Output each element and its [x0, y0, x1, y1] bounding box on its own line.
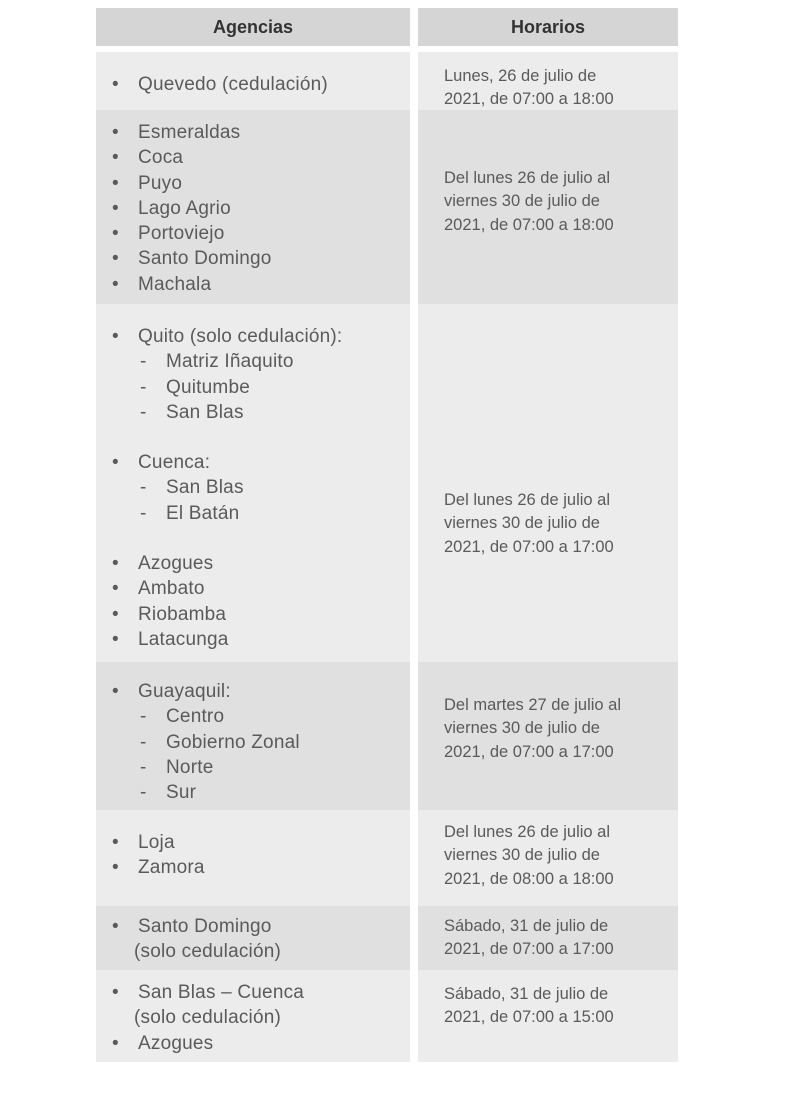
- sub-item: [96, 755, 300, 780]
- bullet-icon: •: [112, 273, 119, 295]
- agency-list: [96, 120, 272, 297]
- schedule-line: Sábado, 31 de julio de: [444, 917, 609, 935]
- schedule-text: [444, 821, 672, 891]
- list-item: [96, 324, 342, 349]
- horario-cell: [418, 906, 678, 970]
- sub-item: [96, 704, 300, 729]
- bullet-icon: •: [112, 248, 119, 270]
- agency-name: Cuenca:: [138, 452, 211, 474]
- table-row: [96, 52, 678, 110]
- list-item: [96, 221, 272, 246]
- agency-name: Zamora: [138, 857, 205, 879]
- dash-icon: -: [140, 706, 147, 728]
- schedule-line: viernes 30 de julio de: [444, 514, 600, 533]
- list-item: [96, 72, 328, 97]
- bullet-icon: •: [112, 197, 119, 219]
- agency-name: San Blas – Cuenca: [138, 982, 305, 1003]
- schedule-text: [444, 65, 672, 112]
- list-item: [96, 551, 342, 576]
- schedule-line: Del martes 27 de julio al: [444, 696, 622, 714]
- horario-cell: [418, 810, 678, 906]
- agency-name: Riobamba: [138, 603, 227, 625]
- horario-cell: [418, 52, 678, 110]
- agencias-cell: [96, 970, 410, 1062]
- agency-list: [96, 830, 205, 881]
- agencias-cell: [96, 52, 410, 110]
- schedule-line: 2021, de 07:00 a 17:00: [444, 742, 614, 761]
- schedule-text: [444, 915, 672, 962]
- header-horarios: Horarios: [418, 8, 678, 46]
- list-item: [96, 602, 342, 627]
- agencias-cell: [96, 110, 410, 304]
- horario-cell: [418, 110, 678, 304]
- spacer: [96, 526, 342, 551]
- dash-icon: -: [140, 477, 147, 499]
- bullet-icon: •: [112, 122, 119, 143]
- agency-list: [96, 914, 281, 965]
- schedule-line: 2021, de 07:00 a 15:00: [444, 1008, 614, 1027]
- agency-name: Portoviejo: [138, 223, 225, 245]
- bullet-icon: •: [112, 857, 119, 879]
- agency-name: Ambato: [138, 578, 205, 600]
- table-row: [96, 970, 678, 1062]
- horario-cell: [418, 662, 678, 810]
- list-item: [96, 576, 342, 601]
- agency-name: Quito (solo cedulación):: [138, 326, 343, 347]
- schedule-line: Sábado, 31 de julio de: [444, 985, 609, 1003]
- bullet-icon: •: [112, 172, 119, 194]
- sub-agency-name: Gobierno Zonal: [166, 731, 300, 753]
- bullet-icon: •: [112, 628, 119, 650]
- agency-name: Latacunga: [138, 628, 229, 650]
- bullet-icon: •: [112, 553, 119, 575]
- sub-item: [96, 349, 342, 374]
- agency-name: Puyo: [138, 172, 183, 194]
- agency-name: Lago Agrio: [138, 197, 231, 219]
- spacer: [96, 425, 342, 450]
- bullet-icon: •: [112, 74, 119, 95]
- schedule-line: 2021, de 07:00 a 18:00: [444, 90, 614, 109]
- list-item: [96, 145, 272, 170]
- list-item: [96, 196, 272, 221]
- bullet-icon: •: [112, 603, 119, 625]
- agencias-cell: [96, 906, 410, 970]
- sub-item: [96, 780, 300, 805]
- schedule-text: [444, 694, 672, 764]
- sub-item: [96, 730, 300, 755]
- table-row: [96, 662, 678, 810]
- table-row: [96, 110, 678, 304]
- agency-name: Azogues: [138, 1032, 214, 1054]
- sub-item: [96, 501, 342, 526]
- list-item: [96, 679, 300, 704]
- agency-name: Machala: [138, 273, 212, 295]
- schedule-text: [444, 983, 672, 1030]
- agency-name: Santo Domingo: [138, 916, 272, 937]
- schedule-line: 2021, de 08:00 a 18:00: [444, 869, 614, 888]
- agency-list: [96, 72, 328, 97]
- list-item: [96, 120, 272, 145]
- table-row: [96, 304, 678, 662]
- sub-item: [96, 400, 342, 425]
- table-row: [96, 810, 678, 906]
- schedule-line: 2021, de 07:00 a 17:00: [444, 537, 614, 556]
- schedule-line: Del lunes 26 de julio al: [444, 491, 611, 509]
- bullet-icon: •: [112, 832, 119, 853]
- agency-name: Santo Domingo: [138, 248, 272, 270]
- schedule-line: viernes 30 de julio de: [444, 719, 600, 738]
- bullet-icon: •: [112, 578, 119, 600]
- agencias-cell: [96, 304, 410, 662]
- bullet-icon: •: [112, 1032, 119, 1054]
- agency-list: [96, 324, 342, 652]
- agency-list: [96, 679, 300, 805]
- list-item: [96, 246, 272, 271]
- agency-name: Esmeraldas: [138, 122, 241, 143]
- list-item: [96, 914, 281, 939]
- list-item: [96, 450, 342, 475]
- dash-icon: -: [140, 782, 147, 804]
- agency-name: Loja: [138, 832, 175, 853]
- agency-name: Quevedo (cedulación): [138, 74, 328, 95]
- schedule-text: [444, 167, 672, 237]
- sub-agency-name: San Blas: [166, 401, 244, 423]
- sub-agency-name: San Blas: [166, 477, 244, 499]
- agencias-cell: [96, 810, 410, 906]
- agency-note: (solo cedulación): [134, 941, 282, 963]
- schedule-line: 2021, de 07:00 a 18:00: [444, 215, 614, 234]
- list-item: [96, 980, 304, 1005]
- sub-agency-name: Sur: [166, 782, 197, 804]
- list-item: [96, 627, 342, 652]
- agency-name: Coca: [138, 147, 184, 169]
- agency-name: Guayaquil:: [138, 681, 231, 702]
- bullet-icon: •: [112, 681, 119, 702]
- list-item: [96, 1031, 304, 1056]
- dash-icon: -: [140, 376, 147, 398]
- dash-icon: -: [140, 756, 147, 778]
- agencias-cell: [96, 662, 410, 810]
- schedule-line: Lunes, 26 de julio de: [444, 67, 597, 85]
- dash-icon: -: [140, 351, 147, 373]
- bullet-icon: •: [112, 223, 119, 245]
- list-item: [96, 830, 205, 855]
- header-agencias: Agencias: [96, 8, 410, 46]
- dash-icon: -: [140, 502, 147, 524]
- list-item: [96, 272, 272, 297]
- sub-agency-name: Norte: [166, 756, 214, 778]
- schedule-line: Del lunes 26 de julio al: [444, 169, 611, 187]
- table-row: [96, 906, 678, 970]
- sub-agency-name: Centro: [166, 706, 225, 728]
- schedule-text: [444, 489, 672, 559]
- dash-icon: -: [140, 731, 147, 753]
- bullet-icon: •: [112, 452, 119, 474]
- schedule-line: viernes 30 de julio de: [444, 192, 600, 211]
- bullet-icon: •: [112, 982, 119, 1003]
- horario-cell: [418, 304, 678, 662]
- bullet-icon: •: [112, 326, 119, 347]
- bullet-icon: •: [112, 147, 119, 169]
- schedule-line: viernes 30 de julio de: [444, 846, 600, 865]
- schedule-line: Del lunes 26 de julio al: [444, 823, 611, 841]
- agency-list: [96, 980, 304, 1056]
- sub-agency-name: Quitumbe: [166, 376, 250, 398]
- bullet-icon: •: [112, 916, 119, 937]
- list-item: [96, 171, 272, 196]
- dash-icon: -: [140, 401, 147, 423]
- sub-item: [96, 475, 342, 500]
- schedule-line: 2021, de 07:00 a 17:00: [444, 940, 614, 959]
- sub-agency-name: El Batán: [166, 502, 240, 524]
- agency-note: (solo cedulación): [134, 1007, 282, 1029]
- list-item: [96, 855, 205, 880]
- sub-agency-name: Matriz Iñaquito: [166, 351, 294, 373]
- horario-cell: [418, 970, 678, 1062]
- sub-item: [96, 375, 342, 400]
- agency-name: Azogues: [138, 553, 214, 575]
